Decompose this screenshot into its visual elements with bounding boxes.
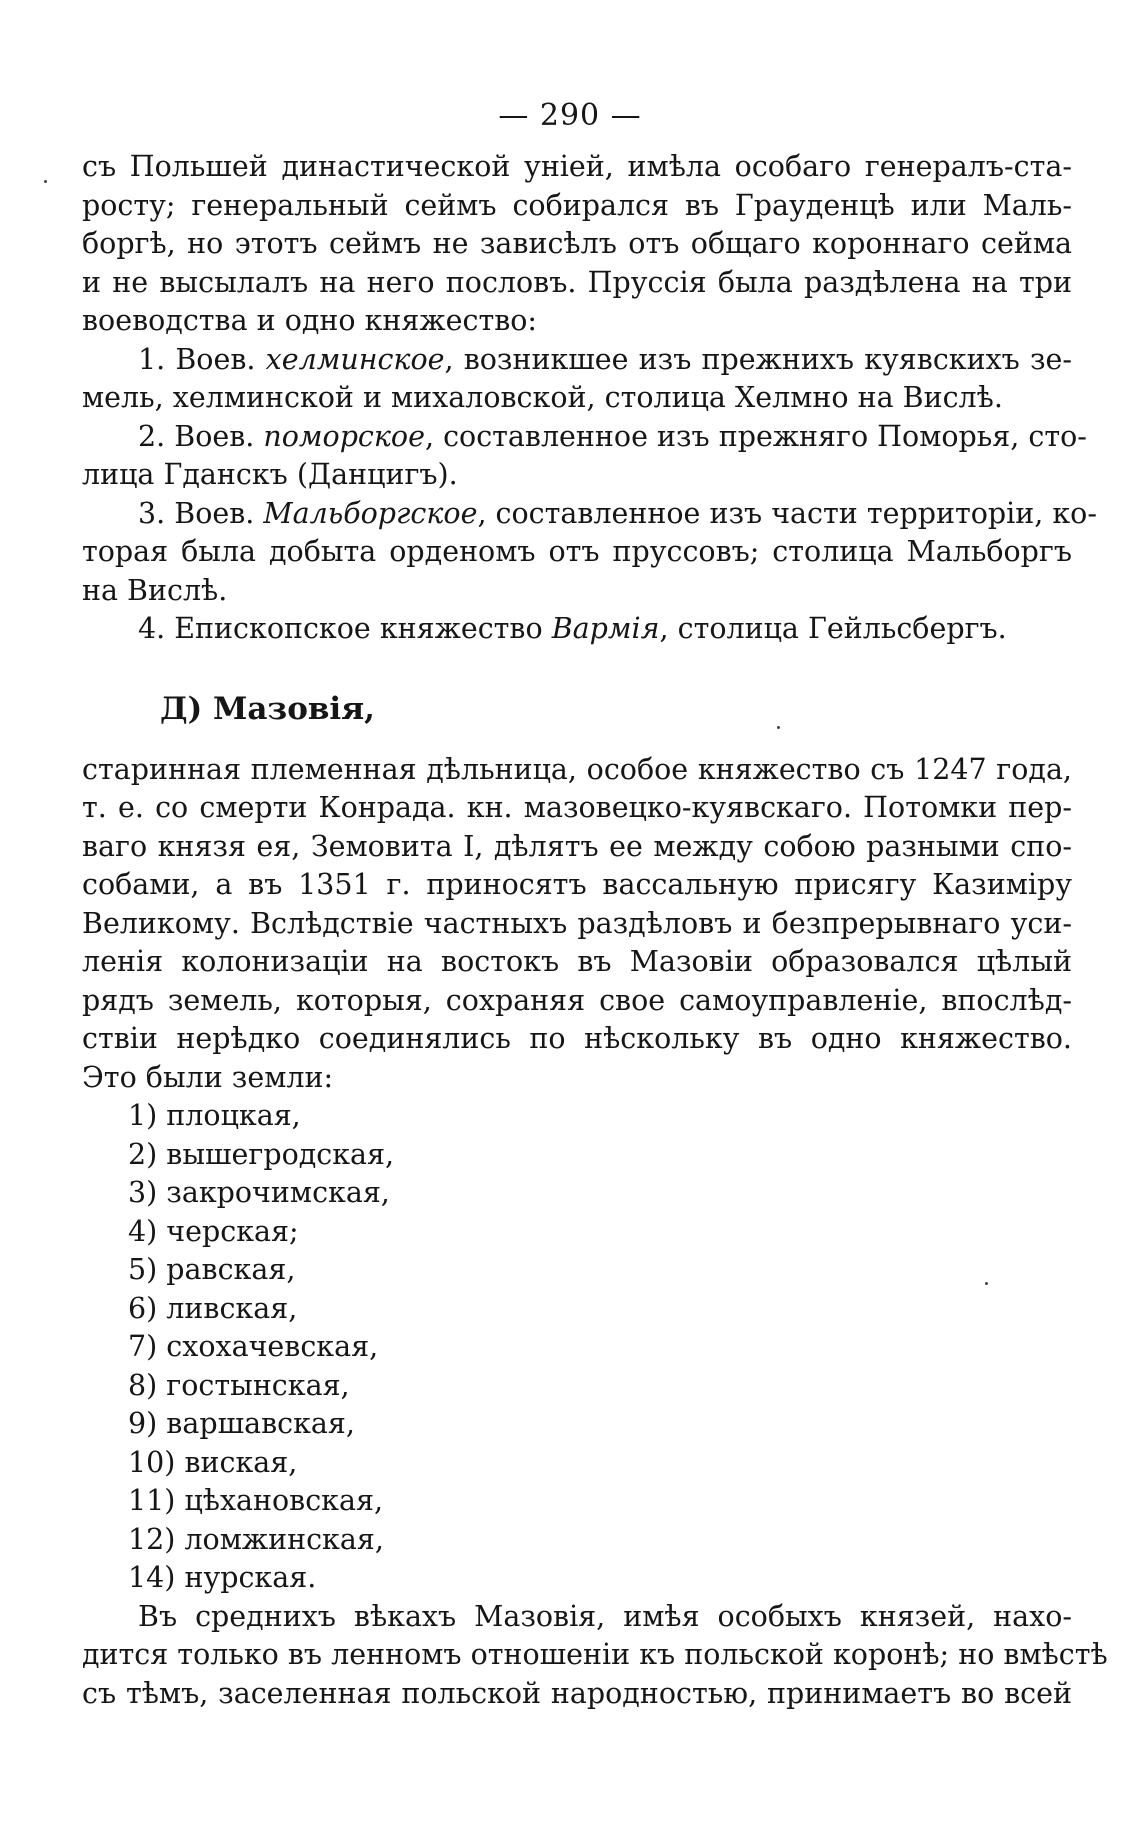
list-item: 4) черская; [128,1214,299,1248]
text-line: ствіи нерѣдко соединялись по нѣскольку въ одно княжество. [82,1022,1072,1055]
text-line: боргѣ, но этотъ сеймъ не зависѣлъ отъ общаго короннаго сейма [82,227,1072,260]
text-line: Въ среднихъ вѣкахъ Мазовія, имѣя особыхъ князей, нахо- [138,1599,1072,1633]
text-line: торая была добыта орденомъ отъ пруссовъ; столица Мальборгъ [82,535,1072,568]
text-line: Великому. Вслѣдствіе частныхъ раздѣловъ и безпрерывнаго уси- [82,906,1072,940]
list-item-heading: 2. Воев. поморское, составленное изъ прежняго Поморья, сто- [138,419,1087,453]
list-item: 6) ливская, [128,1291,298,1325]
text-line: т. е. со смерти Конрада. кн. мазовецко-куявскаго. Потомки пер- [82,791,1072,824]
lands-list [82,1097,1072,1598]
list-item: 3) закрочимская, [128,1176,390,1209]
text-line: рядъ земель, которыя, сохраняя свое самоуправленіе, впослѣд- [82,983,1072,1017]
list-item: 5) равская, [128,1253,296,1286]
list-item: 7) схохачевская, [128,1330,379,1363]
text-line: старинная племенная дѣльница, особое княжество съ 1247 года, [82,752,1072,786]
text-line: лица Гданскъ (Данцигъ). [82,458,458,491]
page-number: — 290 — [498,98,642,133]
scan-speck [777,726,780,729]
scan-speck [985,1282,988,1285]
text-line: ленія колонизаціи на востокъ въ Мазовіи образовался цѣлый [82,945,1072,978]
list-item-heading: 4. Епископское княжество Вармія, столица Гейльсбергъ. [138,612,1007,645]
text-line: росту; генеральный сеймъ собирался въ Грауденцѣ или Маль- [82,188,1072,222]
text-line: мель, хелминской и михаловской, столица Хелмно на Вислѣ. [82,381,1003,414]
text-line: съ тѣмъ, заселенная польской народностью, принимаетъ во всей [82,1676,1072,1710]
text-line: воеводства и одно княжество: [82,304,538,337]
text-line: на Вислѣ. [82,573,228,607]
list-item: 11) цѣхановская, [128,1484,384,1517]
list-item-heading: 1. Воев. хелминское, возникшее изъ прежнихъ куявскихъ зе- [138,342,1073,376]
text-line: Это были земли: [82,1060,334,1094]
text-line: и не высылалъ на него пословъ. Пруссія была раздѣлена на три [82,265,1072,299]
section-heading: Д) Мазовія, [160,690,375,727]
scan-speck [44,180,47,183]
text-line: съ Польшей династической уніей, имѣла особаго генералъ-ста- [82,150,1072,183]
list-item: 9) варшавская, [128,1407,355,1440]
text-line: дится только въ ленномъ отношеніи къ польской коронѣ; но вмѣстѣ [82,1638,1108,1671]
text-block [82,148,1108,1713]
list-item: 12) ломжинская, [128,1522,384,1556]
text-line: ваго князя ея, Земовита I, дѣлятъ ее между собою разными спо- [82,829,1072,863]
list-item: 2) вышегродская, [128,1137,395,1171]
list-item-heading: 3. Воев. Мальборгское, составленное изъ части территоріи, ко- [138,496,1097,530]
list-item: 1) плоцкая, [128,1099,301,1132]
list-item: 14) нурская. [128,1561,317,1594]
text-line: собами, а въ 1351 г. приносятъ вассальную присягу Казиміру [82,868,1072,901]
list-item: 8) гостынская, [128,1368,350,1402]
list-item: 10) виская, [128,1445,298,1479]
